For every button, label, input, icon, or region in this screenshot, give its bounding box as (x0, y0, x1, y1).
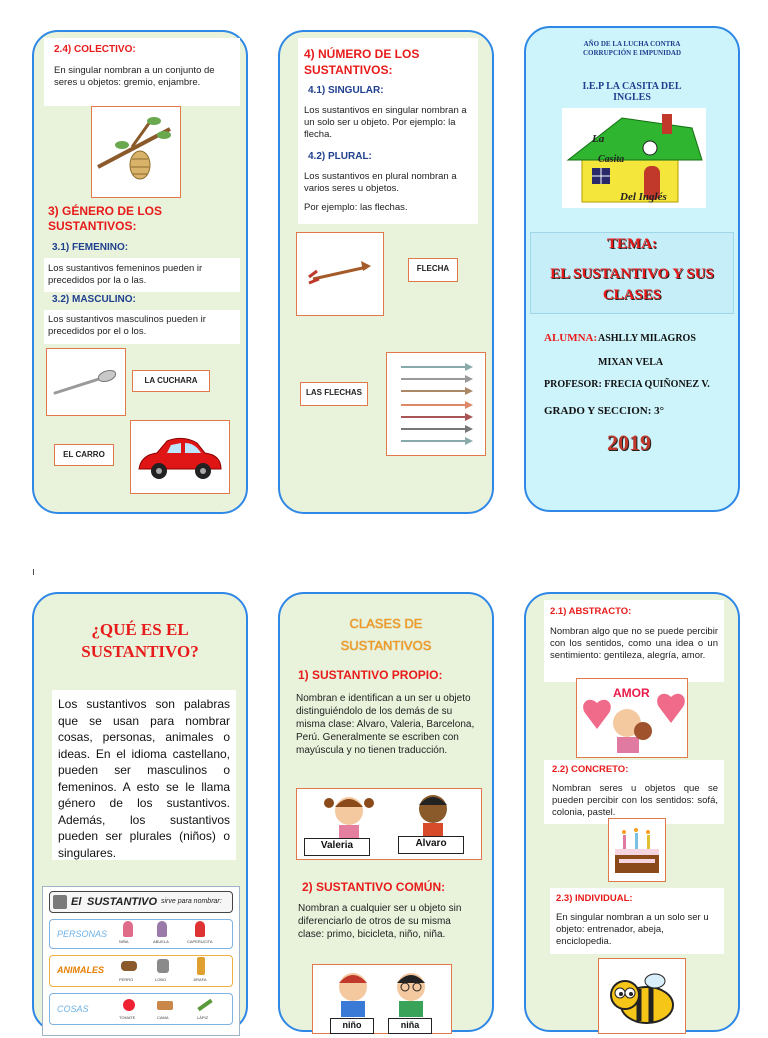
bee-image (598, 958, 686, 1034)
carro-label: EL CARRO (54, 444, 114, 466)
definition-text: Los sustantivos son palabras que se usan para nombrar cosas, personas, animales o ideas. En el idioma castellano, pueden ser masculinos o femeninos. A esto se le llama género de los sustantivos. Además, los sustantivos pueden ser plurales (niños) o singulares. (58, 697, 230, 860)
abstracto-heading: 2.1) ABSTRACTO: (550, 606, 632, 617)
row-personas-label: PERSONAS (57, 929, 108, 939)
item-caperucita: CAPERUCITA (187, 939, 213, 944)
propio-text: Nombran e identifican a un ser u objeto distinguiéndolo de los demás de su misma clase: Alvaro, Valeria, Barcelona, Perú. Generalmente se escriben con mayúscula y no tienen traducción. (296, 693, 475, 756)
genero-heading: 3) GÉNERO DE LOS SUSTANTIVOS: (48, 204, 163, 233)
item-abuela: ABUELA (153, 939, 169, 944)
masculino-heading: 3.2) MASCULINO: (52, 294, 136, 305)
panel-que-es (32, 592, 248, 1032)
panel-cover (524, 26, 740, 512)
singular-text: Los sustantivos en singular nombran a un solo ser u objeto. Por ejemplo: la flecha. (304, 105, 467, 140)
flechas-label: LAS FLECHAS (300, 382, 368, 406)
panel-clases (278, 592, 494, 1032)
school-logo (562, 108, 706, 208)
spoon-image (46, 348, 126, 416)
year: 2019 (607, 430, 651, 455)
colectivo-text: En singular nombran a un conjunto de seres u objetos: gremio, enjambre. (54, 65, 215, 88)
item-jirafa: JIRAFA (193, 977, 207, 982)
que-es-title-2: SUSTANTIVO? (81, 642, 199, 661)
cuchara-label: LA CUCHARA (132, 370, 210, 392)
item-lapiz: LÁPIZ (197, 1015, 209, 1020)
valeria-label: Valeria (320, 840, 354, 851)
concreto-text: Nombran seres u objetos que se pueden percibir con los sentidos: sofá, colonia, pastel. (552, 783, 718, 818)
tomato-icon (123, 999, 135, 1011)
giraffe-icon (197, 957, 205, 975)
hive-image (91, 106, 181, 198)
plural-example: Por ejemplo: las flechas. (304, 202, 408, 213)
cake-image (608, 818, 666, 882)
alumna-label: ALUMNA: (544, 332, 598, 344)
tema-line-1: EL SUSTANTIVO Y SUS (550, 266, 714, 282)
femenino-heading: 3.1) FEMENINO: (52, 242, 129, 253)
love-bear-icon (577, 679, 687, 757)
abstracto-text: Nombran algo que no se puede percibir con los sentidos, como una idea o un sentimiento: gentileza, alegría, amor. (550, 626, 718, 661)
logo-word-casita: Casita (598, 154, 625, 165)
chart-title-sustantivo: SUSTANTIVO (87, 896, 158, 908)
amor-image (576, 678, 688, 758)
row-cosas-label: COSAS (57, 1004, 89, 1014)
profesor-line: PROFESOR: FRECIA QUIÑONEZ V. (544, 379, 710, 390)
bee-icon (599, 959, 685, 1033)
item-tomate: TOMATE (119, 1015, 136, 1020)
school-line-2: INGLES (613, 92, 651, 103)
chart-title-sirve: sirve para nombrar: (161, 898, 222, 905)
flecha-label: FLECHA (408, 258, 458, 282)
row-animales-label: ANIMALES (57, 965, 104, 975)
anio-line-2: CORRUPCIÓN E IMPUNIDAD (583, 49, 681, 57)
cake-icon (609, 819, 665, 881)
grado-line: GRADO Y SECCION: 3° (544, 405, 665, 417)
amor-word: AMOR (613, 686, 650, 700)
wolf-icon (157, 959, 169, 973)
concreto-heading: 2.2) CONCRETO: (552, 764, 629, 775)
school-line-1: I.E.P LA CASITA DEL (582, 81, 682, 92)
girl-icon (123, 921, 133, 937)
beehive-icon (92, 107, 180, 197)
nina-label: niña (400, 1020, 420, 1030)
bed-icon (157, 1001, 173, 1010)
logo-word-del-ingles: Del Inglés (620, 191, 667, 203)
tema-line-2: CLASES (602, 287, 662, 303)
item-lobo: LOBO (155, 977, 167, 982)
alumna-name-2: MIXAN VELA (598, 357, 664, 368)
item-cama: CAMA (157, 1015, 169, 1020)
logo-word-la: La (592, 133, 605, 145)
item-perro: PERRO (119, 977, 134, 982)
chart-title-el: El (71, 896, 82, 908)
book-icon (53, 895, 67, 909)
red-car-icon (131, 421, 229, 493)
clases-line-2: SUSTANTIVOS (340, 638, 432, 653)
nino-label: niño (342, 1020, 362, 1030)
dog-icon (121, 961, 137, 971)
arrow-image (296, 232, 384, 316)
individual-heading: 2.3) INDIVIDUAL: (556, 893, 633, 904)
arrows-image (386, 352, 486, 456)
arrow-icon (297, 233, 383, 315)
item-nina: NIÑA (119, 939, 129, 944)
anio-line-1: AÑO DE LA LUCHA CONTRA (583, 40, 681, 48)
colectivo-heading: 2.4) COLECTIVO: (54, 44, 136, 55)
grandma-icon (157, 921, 167, 937)
panel-abstracto (524, 592, 740, 1032)
red-riding-hood-icon (195, 921, 205, 937)
propio-heading: 1) SUSTANTIVO PROPIO: (298, 668, 443, 682)
car-image (130, 420, 230, 494)
tema-label: TEMA: (607, 236, 657, 252)
alumna-name-1: ASHLLY MILAGROS (598, 333, 696, 344)
house-logo-icon (562, 108, 706, 208)
individual-text: En singular nombran a un solo ser u objeto: entrenador, abeja, enciclopedia. (556, 912, 709, 947)
plural-text: Los sustantivos en plural nombran a varios seres u objetos. (304, 171, 457, 194)
que-es-title-1: ¿QUÉ ES EL (91, 620, 189, 639)
spoon-icon (47, 349, 125, 415)
plural-heading: 4.2) PLURAL: (308, 151, 372, 162)
panel-numero (278, 30, 494, 514)
alvaro-label: Alvaro (415, 838, 447, 849)
panel-genero (32, 30, 248, 514)
comun-text: Nombran a cualquier ser u objeto sin diferenciarlo de otros de su misma clase: primo, bicicleta, niño, niña. (298, 903, 462, 940)
femenino-text: Los sustantivos femeninos pueden ir precedidos por la o las. (48, 263, 203, 286)
clases-line-1: CLASES DE (349, 616, 423, 631)
comun-heading: 2) SUSTANTIVO COMÚN: (302, 880, 446, 894)
margin-mark: ı (32, 566, 36, 578)
arrows-icon (387, 353, 485, 455)
masculino-text: Los sustantivos masculinos pueden ir precedidos por el o los. (48, 314, 206, 337)
singular-heading: 4.1) SINGULAR: (308, 85, 384, 96)
sustantivo-chart (42, 886, 240, 1036)
numero-heading: 4) NÚMERO DE LOS SUSTANTIVOS: (304, 47, 420, 77)
